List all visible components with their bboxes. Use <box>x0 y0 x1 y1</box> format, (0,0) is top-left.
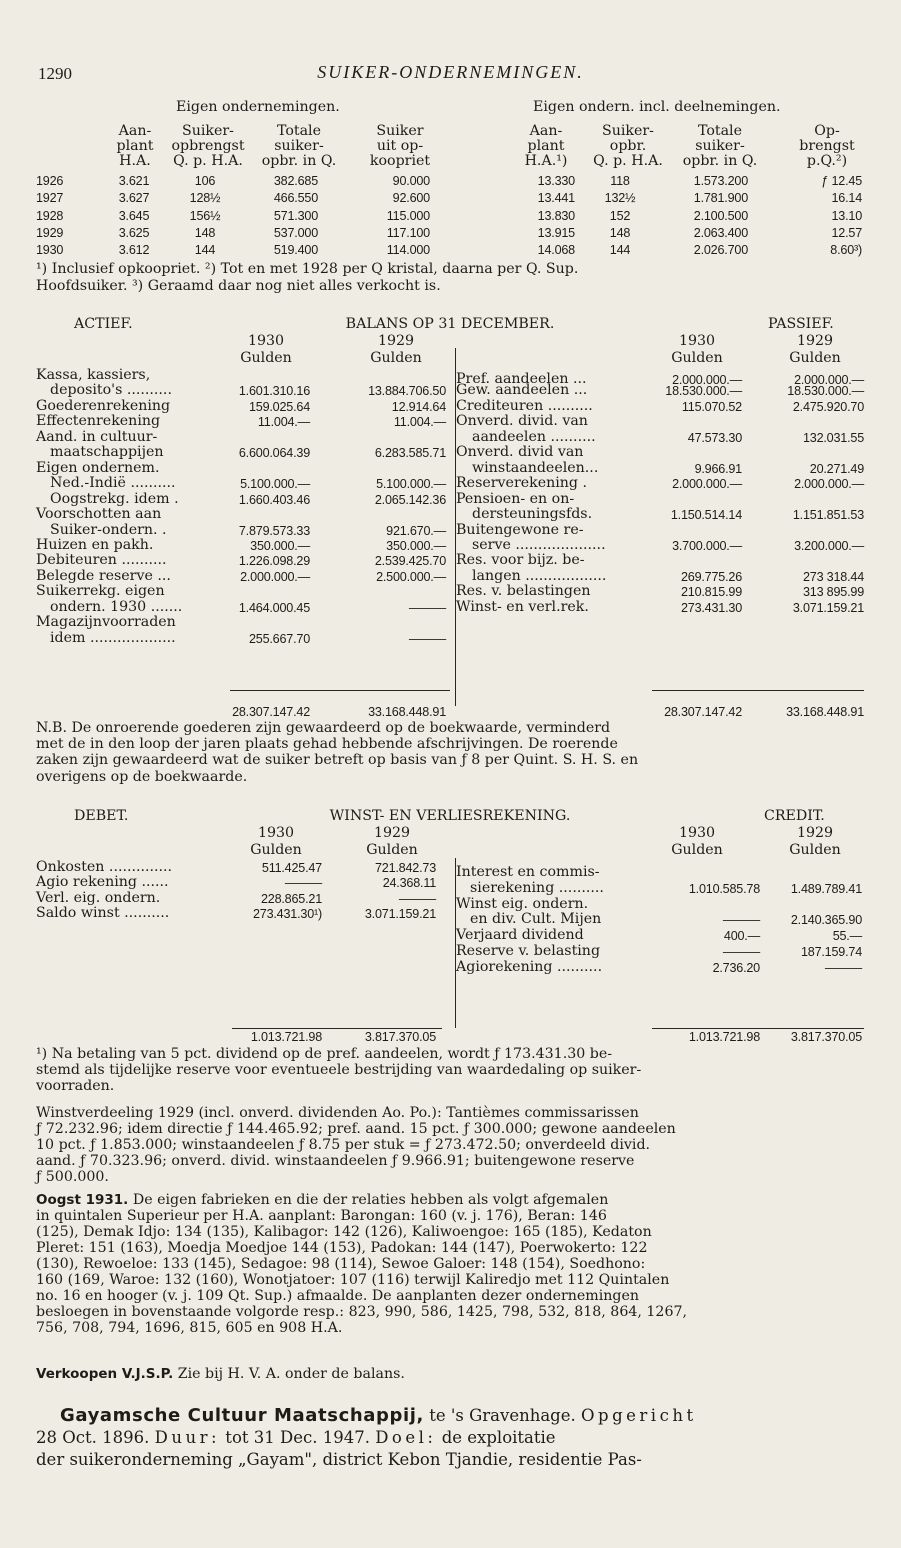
gayam-entry <box>36 1405 866 1471</box>
text-line: Pleret: 151 (163), Moedja Moedjoe 144 (153), Padokan: 144 (147), Poerwokerto: 122 <box>36 1240 648 1256</box>
passief-heading: PASSIEF. <box>768 316 834 332</box>
debit-label: Onkosten .............. <box>36 859 173 875</box>
amount-1929: 24.368.11 <box>382 876 436 891</box>
table-cell: 571.300 <box>273 208 318 223</box>
page-number: 1290 <box>38 64 72 83</box>
unit-header: Gulden <box>366 842 418 858</box>
doel-label: Doel: <box>375 1428 437 1447</box>
total-1930: 1.013.721.98 <box>250 1030 322 1044</box>
table-cell: 115.000 <box>386 208 430 223</box>
column-header: Suiker- <box>182 123 234 139</box>
asset-label: Goederenrekening <box>36 397 171 414</box>
asset-label: idem ................... <box>50 629 176 646</box>
total-rule <box>652 1028 864 1029</box>
table-cell: 156½ <box>189 208 221 223</box>
balance-note: zaken zijn gewaardeerd wat de suiker betreft op basis van ƒ 8 per Quint. S. H. S. en <box>36 752 639 769</box>
table-cell: 519.400 <box>273 243 318 258</box>
year-header: 1930 <box>257 825 295 841</box>
amount-1929: 11.004.— <box>393 415 446 430</box>
opgericht-value: 28 Oct. 1896. <box>36 1428 155 1447</box>
liability-label: Res. v. belastingen <box>456 583 591 600</box>
credit-label: Winst eig. ondern. <box>456 895 589 912</box>
balance-note: met de in den loop der jaren plaats gehad hebbende afschrijvingen. De roerende <box>36 736 618 753</box>
credit-label: Verjaard dividend <box>456 927 584 944</box>
amount-1930: 2.000.000.— <box>672 373 742 387</box>
credit-label: Interest en commis- <box>456 864 600 880</box>
asset-label: deposito's .......... <box>50 382 172 399</box>
credit-label: Agiorekening .......... <box>456 958 603 975</box>
amount-1929: 12.914.64 <box>391 399 446 414</box>
amount-1930: 273.431.30 <box>680 600 742 615</box>
total-rule <box>232 1028 442 1029</box>
amount-1930: 159.025.64 <box>248 399 310 414</box>
table-cell: 466.550 <box>273 191 318 206</box>
column-header: plant <box>116 138 154 154</box>
running-title: SUIKER-ONDERNEMINGEN. <box>317 62 584 82</box>
column-header: Q. p. H.A. <box>593 153 663 169</box>
text-line <box>60 1405 866 1427</box>
amount-1930: 1.150.514.14 <box>670 508 742 523</box>
table-cell: 2.063.400 <box>693 225 748 240</box>
amount-1929: 2.065.142.36 <box>374 492 446 507</box>
year-header: 1930 <box>678 825 716 841</box>
balance-title: BALANS OP 31 DECEMBER. <box>345 316 555 332</box>
table-cell: 13.830 <box>537 208 575 223</box>
asset-label: Suiker-ondern. . <box>50 521 167 538</box>
table-cell: 13.330 <box>537 174 575 188</box>
company-name: Gayamsche Cultuur Maatschappij, <box>60 1405 424 1426</box>
doel-value: de exploitatie <box>436 1428 556 1447</box>
table-cell: 148 <box>194 225 216 240</box>
amount-1930: 47.573.30 <box>687 430 742 445</box>
amount-1930: 2.000.000.— <box>240 569 310 584</box>
year-cell: 1928 <box>36 208 64 223</box>
asset-label: Oogstrekg. idem . <box>50 490 179 507</box>
text-line: besloegen in bovenstaande volgorde resp.: 823, 990, 586, 1425, 798, 532, 818, 864, 1267, <box>36 1304 688 1320</box>
amount-1929: 3.071.159.21 <box>364 907 436 922</box>
liability-label: Onverd. divid. van <box>456 413 588 430</box>
table-cell: 2.100.500 <box>693 208 748 223</box>
year-cell: 1930 <box>36 243 64 258</box>
liability-label: langen .................. <box>472 567 607 584</box>
amount-1930: 3.700.000.— <box>672 538 742 553</box>
amount-1929: 273 318.44 <box>802 569 864 584</box>
amount-1930: 273.431.30¹) <box>252 907 322 922</box>
amount-1930: 269.775.26 <box>680 569 742 584</box>
year-header: 1929 <box>377 333 415 349</box>
asset-label: Huizen en pakh. <box>36 536 154 553</box>
year-cell: 1926 <box>36 174 64 188</box>
liability-label: Winst- en verl.rek. <box>456 598 589 615</box>
duur-label: Duur: <box>154 1428 221 1447</box>
year-cell: 1927 <box>36 191 64 206</box>
table-cell: 13.441 <box>537 191 575 206</box>
amount-1930: ——— <box>284 876 322 891</box>
total-1930: 28.307.147.42 <box>664 705 742 719</box>
table-cell: 117.100 <box>386 225 430 240</box>
asset-label: Magazijnvoorraden <box>36 614 176 631</box>
asset-label: Ned.-Indië .......... <box>50 475 176 492</box>
amount-1929: 3.200.000.— <box>794 538 864 553</box>
year-header: 1929 <box>796 333 834 349</box>
amount-1929: ——— <box>824 960 862 975</box>
column-header: Aan- <box>118 123 152 139</box>
unit-header: Gulden <box>789 350 841 366</box>
column-header: Q. p. H.A. <box>173 153 243 169</box>
amount-1929: 2.000.000.— <box>794 373 864 387</box>
credit-label: en div. Cult. Mijen <box>470 911 602 928</box>
table-cell: 92.600 <box>392 191 430 206</box>
unit-header: Gulden <box>240 350 292 366</box>
amount-1930: 2.736.20 <box>712 960 760 975</box>
table-cell: 3.627 <box>118 191 150 206</box>
column-header: Aan- <box>529 123 563 139</box>
group-heading-left: Eigen ondernemingen. <box>176 99 340 115</box>
amount-1929: 2.140.365.90 <box>790 913 862 928</box>
unit-header: Gulden <box>250 842 302 858</box>
amount-1929: 2.539.425.70 <box>374 554 446 569</box>
column-header: Suiker- <box>602 123 654 139</box>
amount-1930: 18.530.000.— <box>665 384 742 399</box>
asset-label: Suikerrekg. eigen <box>36 583 165 600</box>
total-rule <box>652 690 864 691</box>
credit-label: Reserve v. belasting <box>456 943 601 959</box>
amount-1930: 1.660.403.46 <box>238 492 310 507</box>
table-cell: 118 <box>610 174 630 188</box>
asset-label: ondern. 1930 ....... <box>50 598 183 615</box>
amount-1929: 5.100.000.— <box>376 477 446 492</box>
table-cell: 114.000 <box>386 243 430 258</box>
amount-1930: 7.879.573.33 <box>238 523 310 538</box>
group-heading-right: Eigen ondern. incl. deelnemingen. <box>533 99 781 115</box>
amount-1930: 210.815.99 <box>680 585 742 600</box>
text-line <box>36 1192 864 1208</box>
actief-heading: ACTIEF. <box>74 316 133 332</box>
amount-1930: 1.226.098.29 <box>238 554 310 569</box>
amount-1930: 9.966.91 <box>694 461 742 476</box>
table-cell: 3.621 <box>118 174 150 188</box>
asset-label: Effectenrekening <box>36 413 161 430</box>
unit-header: Gulden <box>671 350 723 366</box>
year-header: 1929 <box>796 825 834 841</box>
table-cell: 8.60³) <box>830 243 862 258</box>
amount-1929: 721.842.73 <box>374 861 436 875</box>
asset-label: Voorschotten aan <box>36 506 162 523</box>
pl-footnote: stemd als tijdelijke reserve voor eventueele bestrijding van waardedaling op suiker- <box>36 1062 642 1079</box>
pl-title: WINST- EN VERLIESREKENING. <box>329 808 571 824</box>
amount-1929: 2.475.920.70 <box>792 399 864 414</box>
column-header: H.A.¹) <box>524 153 568 169</box>
table-footnote: Hoofdsuiker. ³) Geraamd daar nog niet alles verkocht is. <box>36 278 441 294</box>
liability-label: Onverd. divid van <box>456 444 584 461</box>
amount-1929: 13.884.706.50 <box>368 384 446 399</box>
total-1929: 33.168.448.91 <box>786 705 864 719</box>
debit-label: Agio rekening ...... <box>36 874 169 891</box>
table-cell: 3.612 <box>118 243 150 258</box>
text-line: 756, 708, 794, 1696, 815, 605 en 908 H.A. <box>36 1320 343 1336</box>
amount-1930: 400.— <box>723 929 760 944</box>
amount-1929: ——— <box>398 891 436 906</box>
amount-1930: 1.010.585.78 <box>688 881 760 896</box>
duur-value: tot 31 Dec. 1947. <box>220 1428 376 1447</box>
text-line: (130), Rewoeloe: 133 (145), Sedagoe: 98 (114), Sewoe Galoer: 148 (154), Soedhono: <box>36 1256 646 1272</box>
debit-label: Saldo winst .......... <box>36 905 170 922</box>
liability-label: Pref. aandeelen ... <box>456 371 587 387</box>
total-rule <box>230 690 450 691</box>
opgericht-label: Opgericht <box>581 1406 697 1425</box>
amount-1930: 350.000.— <box>250 538 310 553</box>
amount-1930: 1.464.000.45 <box>238 600 310 615</box>
column-header: Totale <box>698 123 742 139</box>
balance-note: overigens op de boekwaarde. <box>36 768 248 785</box>
table-cell: 106 <box>194 174 216 188</box>
column-header: Suiker <box>376 123 424 139</box>
table-cell: 1.781.900 <box>693 191 748 206</box>
amount-1929: 20.271.49 <box>809 461 864 476</box>
oogst-label: Oogst 1931. <box>36 1192 129 1208</box>
text-line: der suikeronderneming „Gayam", district Kebon Tjandie, residentie Pas- <box>36 1450 642 1469</box>
oogst-text: De eigen fabrieken en die der relaties hebben als volgt afgemalen <box>128 1192 609 1208</box>
liability-label: Buitengewone re- <box>456 521 584 538</box>
debet-heading: DEBET. <box>74 808 129 824</box>
table-cell: 382.685 <box>273 174 318 188</box>
credit-label: sierekening .......... <box>470 879 604 896</box>
amount-1929: 1.489.789.41 <box>790 881 862 896</box>
liability-label: serve .................... <box>472 536 606 553</box>
column-header: brengst <box>799 138 855 154</box>
total-1930: 1.013.721.98 <box>688 1030 760 1044</box>
table-cell: 144 <box>194 243 216 258</box>
asset-label: Kassa, kassiers, <box>36 367 151 383</box>
column-header: opbr. in Q. <box>682 153 758 169</box>
liability-label: dersteuningsfds. <box>472 506 593 523</box>
table-cell: 128½ <box>189 191 221 206</box>
amount-1930: 6.600.064.39 <box>238 446 310 461</box>
table-cell: 90.000 <box>392 174 430 188</box>
table-cell: 3.625 <box>118 225 150 240</box>
amount-1929: 2.500.000.— <box>376 569 446 584</box>
total-1930: 28.307.147.42 <box>232 705 310 719</box>
asset-label: Belegde reserve ... <box>36 567 171 584</box>
amount-1929: 921.670.— <box>386 523 446 538</box>
text-line <box>36 1427 866 1449</box>
liability-label: Pensioen- en on- <box>456 490 575 507</box>
table-cell: 12.57 <box>831 225 862 240</box>
table-cell: 152 <box>609 208 631 223</box>
asset-label: Aand. in cultuur- <box>36 428 158 445</box>
column-header: suiker- <box>274 138 324 154</box>
asset-label: Eigen ondernem. <box>36 459 160 476</box>
amount-1930: 115.070.52 <box>681 399 742 414</box>
amount-1929: 1.151.851.53 <box>792 508 864 523</box>
column-header: opbr. in Q. <box>261 153 337 169</box>
table-cell: 132½ <box>604 191 636 206</box>
year-cell: 1929 <box>36 225 64 240</box>
amount-1929: 350.000.— <box>386 538 446 553</box>
year-header: 1930 <box>678 333 716 349</box>
column-header: Op- <box>814 123 840 139</box>
amount-1930: 11.004.— <box>257 415 310 430</box>
text-line: (125), Demak Idjo: 134 (135), Kalibagor: 142 (126), Kaliwoengoe: 165 (185), Kedaton <box>36 1224 652 1240</box>
amount-1929: ——— <box>408 600 446 615</box>
winstverdeeling-paragraph <box>36 1105 864 1185</box>
total-1929: 3.817.370.05 <box>364 1030 436 1044</box>
debit-label: Verl. eig. ondern. <box>36 889 161 906</box>
asset-label: Debiteuren .......... <box>36 552 167 569</box>
amount-1929: 187.159.74 <box>800 945 862 959</box>
column-header: p.Q.²) <box>806 153 848 169</box>
amount-1929: 55.— <box>832 929 862 944</box>
column-header: opbrengst <box>171 138 245 154</box>
table-cell: 144 <box>609 243 631 258</box>
amount-1929: ——— <box>408 631 446 646</box>
liability-label: Gew. aandeelen ... <box>456 382 588 399</box>
table-cell: ƒ 12.45 <box>821 174 862 188</box>
unit-header: Gulden <box>671 842 723 858</box>
column-header: koopriet <box>369 153 431 169</box>
table-cell: 13.10 <box>831 208 862 223</box>
amount-1930: 511.425.47 <box>261 861 322 875</box>
divider-line <box>455 348 456 706</box>
pl-footnote: ¹) Na betaling van 5 pct. dividend op de pref. aandeelen, wordt ƒ 173.431.30 be- <box>36 1046 613 1062</box>
table-cell: 3.645 <box>118 208 150 223</box>
year-header: 1930 <box>247 333 285 349</box>
liability-label: winstaandeelen... <box>472 459 599 476</box>
text-line: Winstverdeeling 1929 (incl. onverd. dividenden Ao. Po.): Tantièmes commissarissen <box>36 1105 639 1121</box>
asset-label: maatschappijen <box>50 444 164 461</box>
amount-1930: 2.000.000.— <box>672 477 742 492</box>
column-header: uit op- <box>376 138 424 154</box>
verkoopen-label: Verkoopen V.J.S.P. <box>36 1366 174 1382</box>
text-line: ƒ 72.232.96; idem directie ƒ 144.465.92; pref. aand. 15 pct. ƒ 300.000; gewone aandeelen <box>36 1121 676 1137</box>
amount-1930: 1.601.310.16 <box>238 384 310 399</box>
text-line: in quintalen Superieur per H.A. aanplant: Barongan: 160 (v. j. 176), Beran: 146 <box>36 1208 607 1224</box>
column-header: plant <box>527 138 565 154</box>
column-header: Totale <box>277 123 321 139</box>
unit-header: Gulden <box>370 350 422 366</box>
amount-1930: 255.667.70 <box>248 631 310 646</box>
text-line: no. 16 en hooger (v. j. 109 Qt. Sup.) afmaalde. De aanplanten dezer ondernemingen <box>36 1288 640 1304</box>
table-cell: 16.14 <box>831 191 862 206</box>
year-header: 1929 <box>373 825 411 841</box>
liability-label: Reserverekening . <box>456 475 588 492</box>
credit-heading: CREDIT. <box>764 808 825 824</box>
total-1929: 33.168.448.91 <box>368 705 446 719</box>
pl-footnote: voorraden. <box>36 1078 115 1095</box>
table-footnote: ¹) Inclusief opkoopriet. ²) Tot en met 1928 per Q kristal, daarna per Q. Sup. <box>36 261 579 277</box>
liability-label: aandeelen .......... <box>472 428 596 445</box>
amount-1929: 3.071.159.21 <box>792 600 864 615</box>
verkoopen-text: Zie bij H. V. A. onder de balans. <box>173 1366 405 1382</box>
amount-1930: 228.865.21 <box>260 891 322 906</box>
amount-1929: 6.283.585.71 <box>374 446 446 461</box>
table-cell: 14.068 <box>537 243 575 258</box>
table-cell: 1.573.200 <box>693 174 748 188</box>
amount-1930: 5.100.000.— <box>240 477 310 492</box>
liability-label: Res. voor bijz. be- <box>456 552 585 569</box>
unit-header: Gulden <box>789 842 841 858</box>
text-line: 160 (169, Waroe: 132 (160), Wonotjatoer: 107 (116) terwijl Kaliredjo met 112 Quintalen <box>36 1272 670 1288</box>
table-cell: 2.026.700 <box>693 243 748 258</box>
table-cell: 537.000 <box>273 225 318 240</box>
company-location: te 's Gravenhage. <box>423 1406 581 1425</box>
text-line: aand. ƒ 70.323.96; onverd. divid. winstaandeelen ƒ 9.966.91; buitengewone reserve <box>36 1153 635 1169</box>
amount-1930: ——— <box>722 913 760 928</box>
column-header: H.A. <box>119 153 151 169</box>
text-line: ƒ 500.000. <box>36 1169 109 1185</box>
divider-line <box>455 858 456 1028</box>
amount-1929: 18.530.000.— <box>787 384 864 399</box>
amount-1929: 313 895.99 <box>802 585 864 600</box>
column-header: opbr. <box>609 138 647 154</box>
table-cell: 13.915 <box>537 225 575 240</box>
amount-1929: 2.000.000.— <box>794 477 864 492</box>
table-cell: 148 <box>609 225 631 240</box>
total-1929: 3.817.370.05 <box>790 1030 862 1044</box>
column-header: suiker- <box>695 138 745 154</box>
liability-label: Crediteuren .......... <box>456 397 593 414</box>
oogst-paragraph <box>36 1192 864 1336</box>
amount-1930: ——— <box>722 945 760 959</box>
balance-note: N.B. De onroerende goederen zijn gewaardeerd op de boekwaarde, verminderd <box>36 720 611 736</box>
text-line: 10 pct. ƒ 1.853.000; winstaandeelen ƒ 8.75 per stuk = ƒ 273.472.50; onverdeeld divid. <box>36 1137 651 1153</box>
amount-1929: 132.031.55 <box>802 430 864 445</box>
verkoopen-paragraph <box>36 1366 864 1382</box>
